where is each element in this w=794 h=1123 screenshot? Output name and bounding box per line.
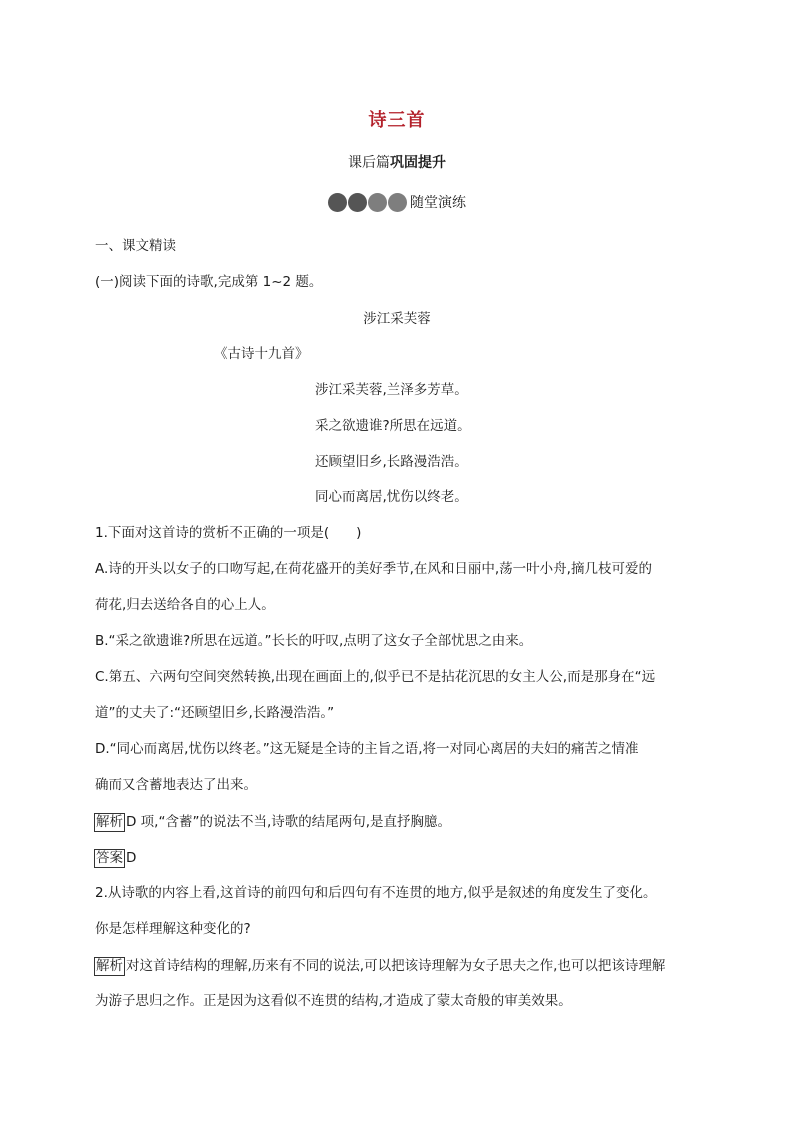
question-2-stem-line-2: 你是怎样理解这种变化的? xyxy=(95,921,251,937)
analysis-label: 解析 xyxy=(96,958,123,974)
reading-intro: (一)阅读下面的诗歌,完成第 1~2 题。 xyxy=(95,274,323,290)
circle-icon xyxy=(328,193,347,212)
analysis-label: 解析 xyxy=(96,814,123,830)
question-2-stem-line-1: 2.从诗歌的内容上看,这首诗的前四句和后四句有不连贯的地方,似乎是叙述的角度发生了变化。 xyxy=(95,885,657,901)
analysis-2-line-1 xyxy=(94,957,665,976)
option-c-line-2: 道”的丈夫了:“还顾望旧乡,长路漫浩浩。” xyxy=(95,705,335,721)
option-d-line-2: 确而又含蓄地表达了出来。 xyxy=(95,777,257,793)
subtitle-normal: 课后篇 xyxy=(348,155,390,171)
option-a-line-1: A.诗的开头以女子的口吻写起,在荷花盛开的美好季节,在风和日丽中,荡一叶小舟,摘几枝可爱的 xyxy=(95,561,652,577)
poem-line: 采之欲遗谁?所思在远道。 xyxy=(315,418,471,434)
circle-icon xyxy=(388,193,407,212)
section-heading: 一、课文精读 xyxy=(95,238,176,254)
answer-label: 答案 xyxy=(96,850,123,866)
page-title: 诗三首 xyxy=(368,110,426,131)
analysis-2-line-2: 为游子思归之作。正是因为这看似不连贯的结构,才造成了蒙太奇般的审美效果。 xyxy=(95,993,572,1009)
poem-line: 同心而离居,忧伤以终老。 xyxy=(315,489,468,505)
poem-line: 涉江采芙蓉,兰泽多芳草。 xyxy=(315,382,468,398)
analysis-text: 对这首诗结构的理解,历来有不同的说法,可以把该诗理解为女子思夫之作,也可以把该诗理解 xyxy=(126,958,666,974)
poem-line: 还顾望旧乡,长路漫浩浩。 xyxy=(315,454,468,470)
answer-text: D xyxy=(126,850,137,866)
option-d-line-1: D.“同心而离居,忧伤以终老。”这无疑是全诗的主旨之语,将一对同心离居的夫妇的痛苦之情准 xyxy=(95,741,639,757)
subtitle-bold: 巩固提升 xyxy=(390,155,446,171)
page-subtitle xyxy=(0,156,794,170)
section-label: 随堂演练 xyxy=(410,194,466,211)
poem-source: 《古诗十九首》 xyxy=(214,346,309,362)
option-b: B.“采之欲遗谁?所思在远道。”长长的吁叹,点明了这女子全部忧思之由来。 xyxy=(95,633,533,649)
circle-icon xyxy=(348,193,367,212)
option-a-line-2: 荷花,归去送给各自的心上人。 xyxy=(95,597,275,613)
answer-1 xyxy=(94,849,136,868)
option-c-line-1: C.第五、六两句空间突然转换,出现在画面上的,似乎已不是拈花沉思的女主人公,而是那身在“远 xyxy=(95,669,656,685)
analysis-text: D 项,“含蓄”的说法不当,诗歌的结尾两句,是直抒胸臆。 xyxy=(126,814,452,830)
section-banner xyxy=(328,193,466,212)
poem-title: 涉江采芙蓉 xyxy=(363,311,431,327)
question-1-stem: 1.下面对这首诗的赏析不正确的一项是( ) xyxy=(95,525,362,541)
analysis-1 xyxy=(94,813,451,832)
circle-icon xyxy=(368,193,387,212)
